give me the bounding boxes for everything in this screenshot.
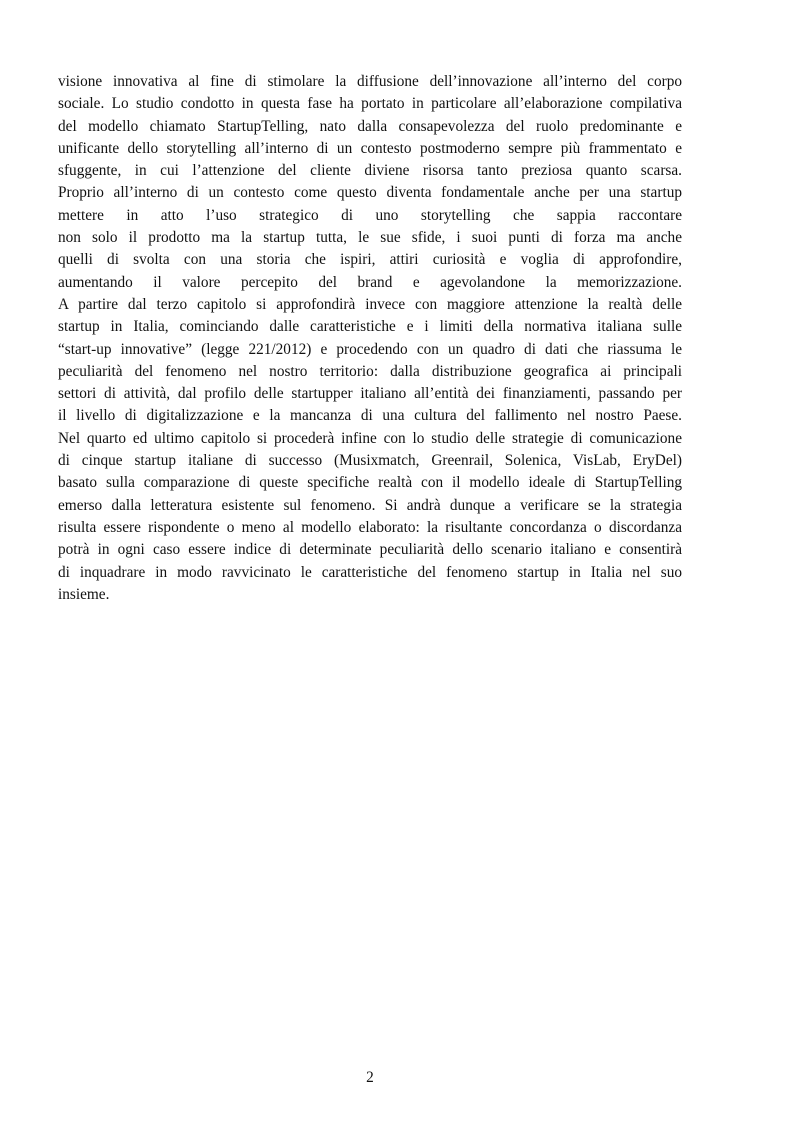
page-number: 2	[366, 1069, 374, 1086]
text-line: di inquadrare in modo ravvicinato le caratteristiche del fenomeno startup in Italia nel suo	[58, 563, 682, 581]
text-line: settori di attività, dal profilo delle startupper italiano all’entità dei finanziamenti, passando per	[58, 385, 682, 403]
text-line: Proprio all’interno di un contesto come questo diventa fondamentale anche per una startup	[58, 184, 682, 202]
text-line: basato sulla comparazione di queste specifiche realtà con il modello ideale di StartupTelling	[58, 474, 682, 492]
text-line: insieme.	[58, 585, 110, 603]
text-line: potrà in ogni caso essere indice di determinate peculiarità dello scenario italiano e consentirà	[58, 541, 682, 559]
text-line: visione innovativa al fine di stimolare la diffusione dell’innovazione all’interno del corpo	[58, 73, 682, 90]
text-line: Nel quarto ed ultimo capitolo si procederà infine con lo studio delle strategie di comunicazione	[58, 429, 682, 447]
text-line: risulta essere rispondente o meno al modello elaborato: la risultante concordanza o discordanza	[58, 518, 682, 536]
text-line: emerso dalla letteratura esistente sul fenomeno. Si andrà dunque a verificare se la strategia	[58, 496, 682, 514]
text-line: mettere in atto l’uso strategico di uno storytelling che sappia raccontare	[58, 206, 682, 224]
text-line: unificante dello storytelling all’interno di un contesto postmoderno sempre più frammentato e	[58, 139, 682, 157]
text-line: aumentando il valore percepito del brand e agevolandone la memorizzazione.	[58, 273, 682, 291]
text-line: startup in Italia, cominciando dalle caratteristiche e i limiti della normativa italiana sulle	[58, 318, 682, 336]
text-line: quelli di svolta con una storia che ispiri, attiri curiosità e voglia di approfondire,	[58, 251, 682, 269]
text-line: di cinque startup italiane di successo (Musixmatch, Greenrail, Solenica, VisLab, EryDel)	[58, 452, 682, 470]
text-line: “start-up innovative” (legge 221/2012) e procedendo con un quadro di dati che riassuma le	[58, 340, 682, 358]
text-line: il livello di digitalizzazione e la mancanza di una cultura del fallimento nel nostro Paese.	[58, 407, 682, 425]
body-text	[58, 71, 682, 606]
text-line: del modello chiamato StartupTelling, nato dalla consapevolezza del ruolo predominante e	[58, 117, 682, 135]
text-line: peculiarità del fenomeno nel nostro territorio: dalla distribuzione geografica ai principali	[58, 362, 682, 380]
text-line: sociale. Lo studio condotto in questa fase ha portato in particolare all’elaborazione compilativa	[58, 95, 682, 113]
text-line: A partire dal terzo capitolo si approfondirà invece con maggiore attenzione la realtà delle	[58, 295, 682, 313]
text-line: sfuggente, in cui l’attenzione del cliente diviene risorsa tanto preziosa quanto scarsa.	[58, 162, 682, 180]
text-line: non solo il prodotto ma la startup tutta, le sue sfide, i suoi punti di forza ma anche	[58, 229, 682, 247]
